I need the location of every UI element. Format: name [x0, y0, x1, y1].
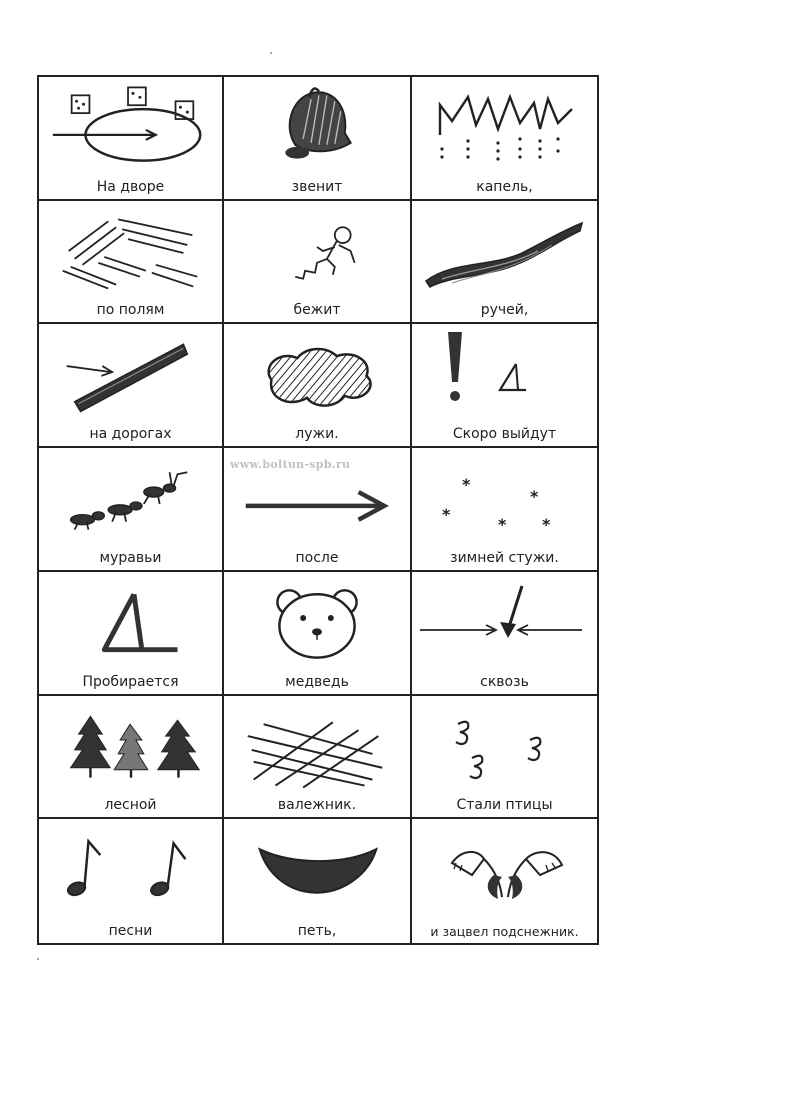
cell-zimney-stuzhi	[412, 448, 597, 572]
cell-word: ручей,	[480, 302, 529, 319]
exclamation-tent-icon	[412, 324, 597, 420]
pictogram-grid	[37, 75, 599, 945]
cell-valezhnik	[224, 696, 412, 820]
triangle-corner-icon	[39, 572, 222, 668]
bell-icon	[224, 77, 410, 173]
cell-skoro-vyidut	[412, 324, 597, 448]
cell-word: лужи.	[295, 426, 339, 443]
cell-word: песни	[108, 923, 153, 939]
cell-word: петь,	[297, 923, 337, 939]
cell-probiraetsya	[39, 572, 224, 696]
converging-arrows-icon	[412, 572, 597, 668]
cell-word: на дорогах	[89, 426, 172, 443]
cell-pesni	[39, 819, 224, 943]
fir-trees-icon	[39, 696, 222, 792]
cell-skvoz	[412, 572, 597, 696]
cell-word: после	[295, 549, 339, 566]
svg-text:*: *	[442, 505, 451, 525]
watermark-text: www.boltun-spb.ru	[230, 458, 351, 471]
puddle-icon	[224, 324, 410, 420]
cell-i-zatsvel-podsnezhnik	[412, 819, 597, 943]
snowdrop-icon	[412, 819, 597, 915]
svg-text:*: *	[498, 515, 507, 535]
svg-text:*: *	[462, 475, 471, 495]
field-lines-icon	[39, 201, 222, 297]
yard-arrow-icon	[39, 77, 222, 173]
stream-icon	[412, 201, 597, 297]
scan-speck	[270, 52, 272, 54]
cell-muravyi	[39, 448, 224, 572]
crossed-sticks-icon	[224, 696, 410, 792]
road-arrow-icon	[39, 324, 222, 420]
cell-medved	[224, 572, 412, 696]
music-notes-icon	[39, 819, 222, 915]
cell-word: Стали птицы	[456, 797, 553, 814]
cell-word: бежит	[293, 302, 341, 319]
cell-na-dorogah	[39, 324, 224, 448]
cell-word: валежник.	[277, 797, 357, 814]
cell-word: Пробирается	[82, 673, 179, 690]
cell-ruchey	[412, 201, 597, 325]
birds-icon	[412, 696, 597, 792]
cell-stali-ptitsy	[412, 696, 597, 820]
svg-text:*: *	[530, 487, 539, 507]
snowflakes-icon	[412, 448, 597, 544]
cell-word: лесной	[104, 797, 157, 814]
cell-lesnoy	[39, 696, 224, 820]
icicles-drops-icon	[412, 77, 597, 173]
cell-word: муравьи	[99, 549, 162, 566]
cell-word: капель,	[476, 178, 533, 195]
smile-arc-icon	[224, 819, 410, 915]
scan-speck	[37, 958, 39, 960]
cell-word: Скоро выйдут	[452, 426, 557, 443]
cell-luzhi	[224, 324, 412, 448]
cell-po-polyam	[39, 201, 224, 325]
cell-word: и зацвел подснежник.	[430, 924, 579, 939]
cell-kapel	[412, 77, 597, 201]
cell-zvenit	[224, 77, 412, 201]
cell-pet	[224, 819, 412, 943]
cell-word: по полям	[96, 302, 165, 319]
ants-icon	[39, 448, 222, 544]
cell-word: звенит	[291, 178, 343, 195]
cell-word: сквозь	[480, 673, 529, 690]
running-stickman-icon	[224, 201, 410, 297]
cell-word: медведь	[285, 673, 349, 690]
bear-face-icon	[224, 572, 410, 668]
svg-text:*: *	[542, 515, 551, 535]
cell-na-dvore	[39, 77, 224, 201]
cell-bezhit	[224, 201, 412, 325]
cell-word: На дворе	[96, 178, 165, 195]
cell-word: зимней стужи.	[450, 549, 559, 566]
